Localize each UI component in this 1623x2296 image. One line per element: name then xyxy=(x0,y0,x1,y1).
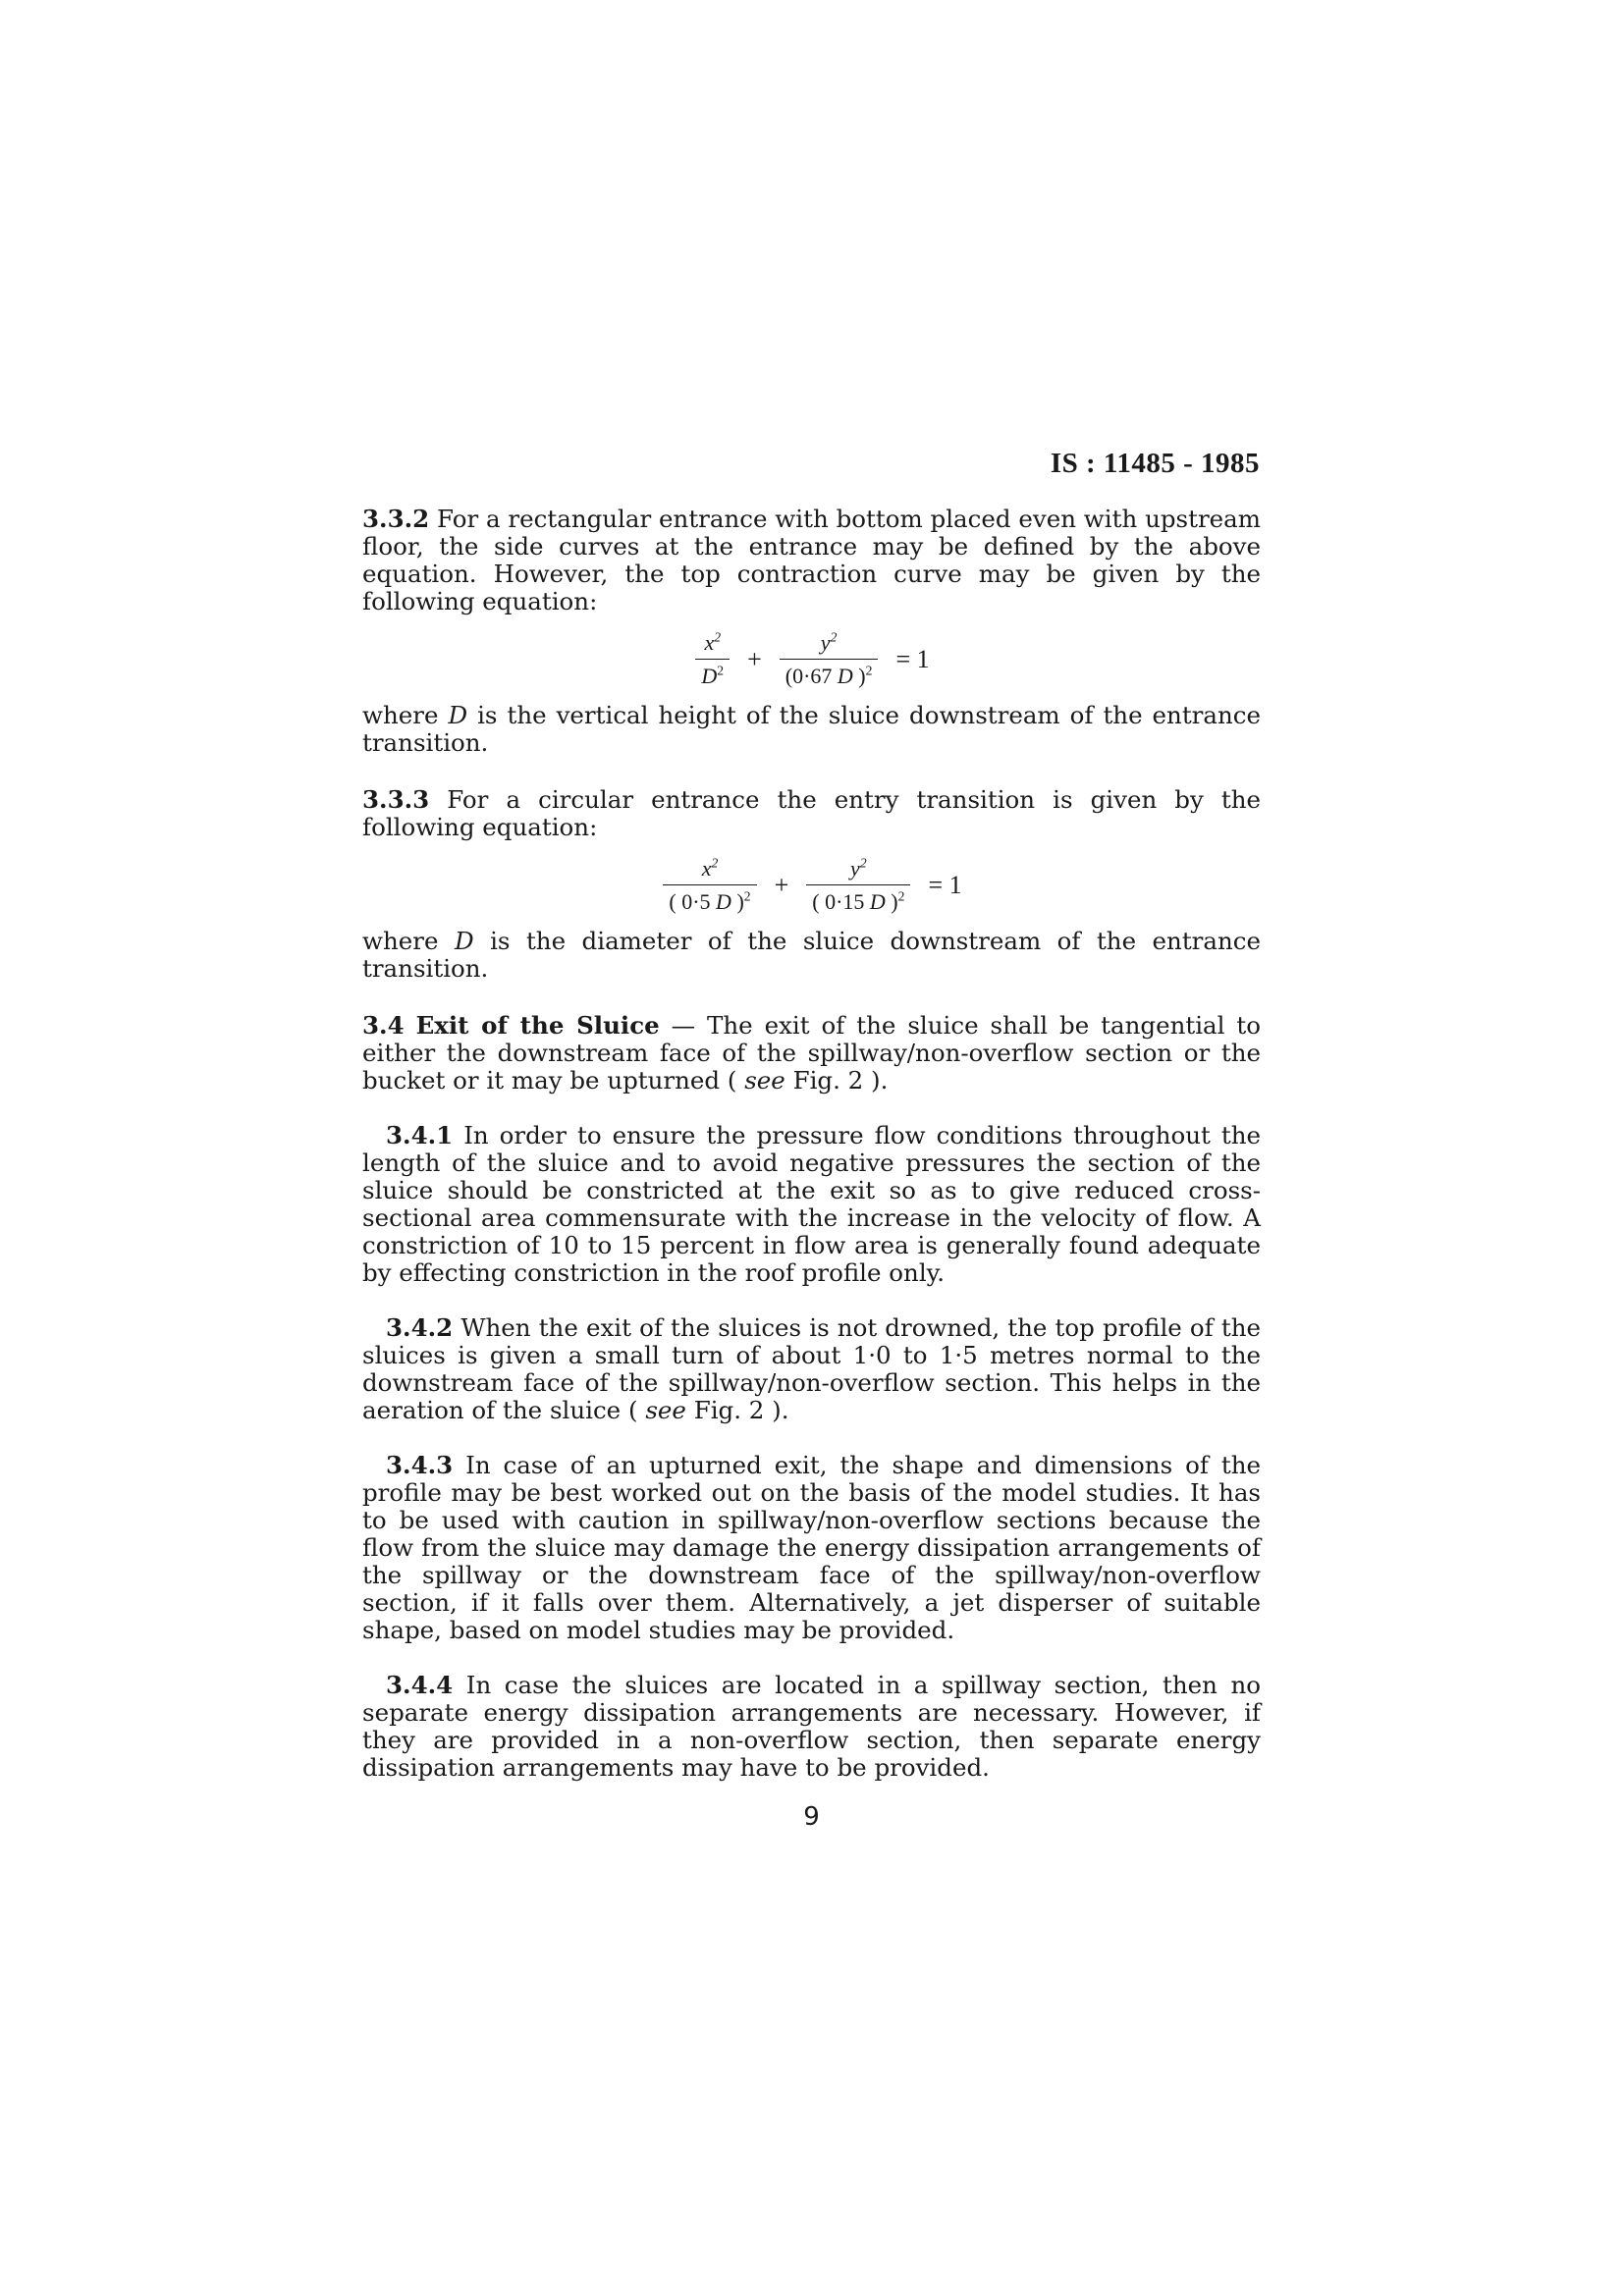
clause-number: 3.4.1 xyxy=(386,1121,454,1149)
clause-3-3-3 xyxy=(362,786,1261,841)
clause-number: 3.4.4 xyxy=(386,1671,454,1699)
fraction-x-term: $\frac{x^2}{( 0\cdot 5 D )^2}$ xyxy=(663,855,756,916)
fraction-x-term: $\frac{x^2}{D^2}$ xyxy=(695,629,730,690)
page-number: 9 xyxy=(803,1802,820,1832)
fraction-y-term: $\frac{y^2}{( 0\cdot 15 D )^2}$ xyxy=(806,855,910,916)
clause-number: 3.4.3 xyxy=(386,1451,454,1479)
clause-number: 3.4 xyxy=(362,1011,405,1040)
clause-number: 3.4.2 xyxy=(386,1313,454,1342)
clause-number: 3.3.3 xyxy=(362,785,430,814)
clause-text: In order to ensure the pressure flow conditions throughout the length of the sluice and to avoid negative pressures the section of the sluice should be constricted at the exit so as to give reduced cross-sectional area commensurate with the increase in the velocity of flow. A constriction of 10 to 15 percent in flow area is generally found adequate by effecting constriction in the roof profile only. xyxy=(362,1121,1261,1287)
clause-text: For a rectangular entrance with bottom placed even with upstream floor, the side curves at the entrance may be defined by the above equation. However, the top contraction curve may be given by the following equation: xyxy=(362,505,1261,615)
equation-rhs: = 1 xyxy=(928,871,962,899)
clause-number: 3.3.2 xyxy=(362,505,430,533)
clause-3-4-2: 3.4.2 When the exit of the sluices is not drowned, the top profile of the sluices is given a small turn of about 1·0 to 1·5 metres normal to the downstream face of the spillway/non-overflow section. This helps in the aeration of the sluice ( see Fig. 2 ). xyxy=(362,1313,1261,1424)
where-clause-3-3-3: where D is the diameter of the sluice downstream of the entrance transition. xyxy=(362,927,1261,983)
standard-number: IS : 11485 - 1985 xyxy=(1050,448,1260,479)
equation-rhs: = 1 xyxy=(895,645,930,673)
clause-3-4-1 xyxy=(362,1122,1261,1287)
clause-text: In case the sluices are located in a spillway section, then no separate energy dissipation arrangements are necessary. However, if they are provided in a non-overflow section, then separate energy dissipation arrangements may have to be provided. xyxy=(362,1671,1261,1782)
clause-text: In case of an upturned exit, the shape and dimensions of the profile may be best worked out on the basis of the model studies. It has to be used with caution in spillway/non-overflow sections because the flow from the sluice may damage the energy dissipation arrangements of the spillway or the downstream face of the spillway/non-overflow section, if it falls over them. Alternatively, a jet disperser of suitable shape, based on model studies may be provided. xyxy=(362,1451,1261,1644)
where-clause-3-3-2: where D is the vertical height of the sluice downstream of the entrance transition. xyxy=(362,701,1261,757)
clause-3-3-2 xyxy=(362,506,1261,615)
clause-heading: Exit of the Sluice xyxy=(415,1011,660,1040)
clause-3-4-3 xyxy=(362,1452,1261,1644)
clause-text: For a circular entrance the entry transition is given by the following equation: xyxy=(362,785,1261,841)
equation-circular-entrance xyxy=(362,855,1261,916)
clause-3-4: 3.4 Exit of the Sluice — The exit of the sluice shall be tangential to either the downstream face of the spillway/non-overflow section or the bucket or it may be upturned ( see Fig. 2 ). xyxy=(362,1011,1262,1095)
clause-3-4-4 xyxy=(362,1672,1261,1782)
plus-sign: + xyxy=(774,871,789,899)
equation-rectangular-entrance xyxy=(362,629,1261,690)
page-body xyxy=(362,506,1261,1782)
fraction-y-term: $\frac{y^2}{(0\cdot 67 D )^2}$ xyxy=(780,629,879,690)
plus-sign: + xyxy=(747,645,762,673)
